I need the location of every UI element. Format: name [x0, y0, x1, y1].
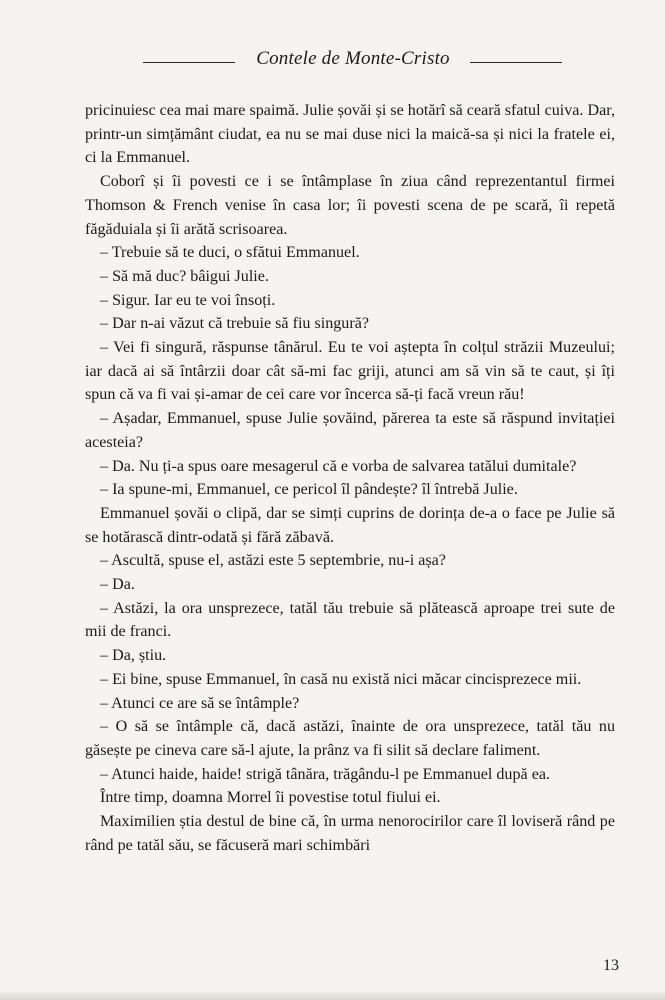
book-title: Contele de Monte-Cristo: [256, 48, 450, 69]
dialogue-line: – Dar n-ai văzut că trebuie să fiu singură?: [100, 315, 370, 333]
paragraph: Maximilien știa destul de bine că, în urma nenorocirilor care îl loviseră rând pe rând pe tatăl său, se făcuseră mari schimbări: [85, 813, 615, 854]
dialogue-line: – Atunci ce are să se întâmple?: [100, 694, 300, 712]
header-rule-right: [470, 62, 562, 63]
paragraph: Coborî și îi povesti ce i se întâmplase în ziua când reprezentantul firmei Thomson & French venise în casa lor; îi povesti scena de pe scară, îi repetă făgăduiala și îi arătă scrisoarea.: [85, 173, 615, 238]
dialogue-line: – Ia spune-mi, Emmanuel, ce pericol îl pândește? îl întrebă Julie.: [100, 481, 518, 499]
page-bottom-edge: [0, 992, 665, 1000]
dialogue-line: – Da, știu.: [100, 647, 167, 665]
paragraph: pricinuiesc cea mai mare spaimă. Julie șovăi și se hotărî să ceară sfatul cuiva. Dar, printr-un simțământ ciudat, ea nu se mai duse nici la maică-sa și nici la fratele ei, ci la Emmanuel.: [85, 102, 615, 167]
dialogue-line: – Ascultă, spuse el, astăzi este 5 septembrie, nu-i așa?: [100, 552, 446, 570]
dialogue-line: – Da. Nu ți-a spus oare mesagerul că e vorba de salvarea tatălui dumitale?: [100, 457, 577, 475]
paragraph: Emmanuel șovăi o clipă, dar se simți cuprins de dorința de-a o face pe Julie să se hotărască dintr-odată și fără zăbavă.: [85, 504, 615, 546]
page-number: 13: [603, 957, 619, 974]
dialogue-line: – Ei bine, spuse Emmanuel, în casă nu există nici măcar cincisprezece mii.: [100, 670, 582, 688]
dialogue-line: – Să mă duc? bâigui Julie.: [100, 267, 269, 285]
body-text: [85, 99, 615, 858]
dialogue-line: – Atunci haide, haide! strigă tânăra, trăgându-l pe Emmanuel după ea.: [100, 765, 551, 783]
dialogue-line: – Trebuie să te duci, o sfătui Emmanuel.: [100, 244, 360, 262]
dialogue-line: – Vei fi singură, răspunse tânărul. Eu te voi aștepta în colțul străzii Muzeului; iar dacă ai să întârzii doar cât să-mi fac griji, atunci am să vin să te caut, și îți spun că va fi vai și-amar de cei care vor încerca să-ți facă vreun rău!: [85, 339, 615, 404]
paragraph: Între timp, doamna Morrel îi povestise totul fiului ei.: [100, 789, 441, 807]
running-header: [0, 46, 665, 76]
dialogue-line: – O să se întâmple că, dacă astăzi, înainte de ora unsprezece, tatăl tău nu găsește pe cineva care să-l ajute, la prânz va fi silit să declare faliment.: [85, 718, 615, 759]
dialogue-line: – Astăzi, la ora unsprezece, tatăl tău trebuie să plătească aproape trei sute de mii de franci.: [85, 599, 615, 641]
dialogue-line: – Sigur. Iar eu te voi însoți.: [100, 291, 276, 309]
dialogue-line: – Da.: [100, 576, 135, 594]
header-rule-left: [143, 62, 235, 63]
dialogue-line: – Așadar, Emmanuel, spuse Julie șovăind, părerea ta este să răspund invitației acesteia?: [85, 410, 615, 451]
